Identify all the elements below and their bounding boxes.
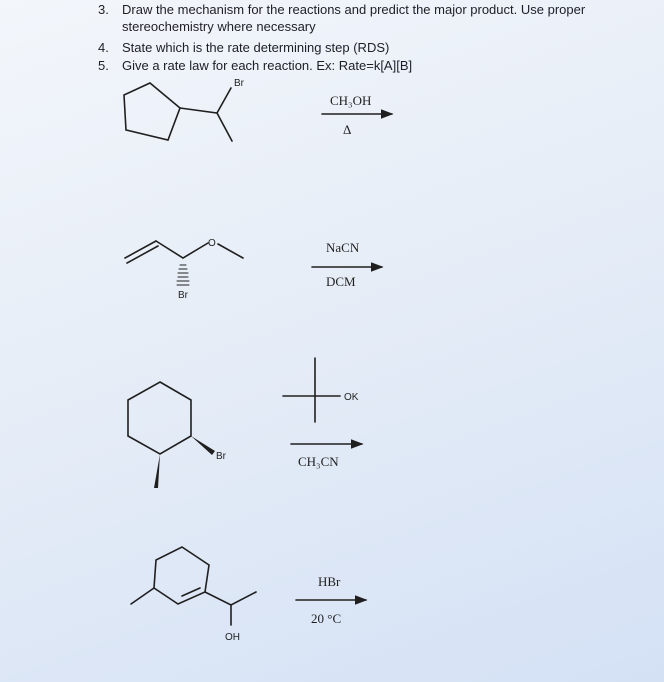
reagent-below: CH₃CN [298, 454, 339, 469]
cyclohexane-ring [128, 382, 191, 454]
hashed-wedge-bond [177, 265, 189, 285]
allylic-ether-structure [125, 238, 243, 301]
reagent-below: Δ [343, 122, 352, 137]
bromine-label: Br [178, 290, 188, 301]
ether-methyl-bond [218, 244, 243, 258]
question-number: 3. [98, 2, 109, 17]
cyclopentyl-bromide-structure [124, 78, 245, 141]
reagent-above: NaCN [326, 240, 360, 255]
reagent-above: CH₃OH [330, 93, 372, 108]
reaction-4 [131, 547, 366, 643]
bromine-label: Br [234, 78, 244, 89]
oxide-label: OK [344, 392, 359, 403]
question-text: State which is the rate determining step (RDS) [122, 40, 390, 55]
hydroxyl-label: OH [225, 632, 240, 643]
reagent-above: HBr [318, 574, 341, 589]
question-text: Draw the mechanism for the reactions and predict the major product. Use proper [122, 2, 586, 17]
side-chain-bonds [205, 592, 256, 605]
question-number: 5. [98, 58, 109, 73]
reagent-below: DCM [326, 274, 356, 289]
potassium-tert-butoxide-structure [283, 358, 359, 422]
wedge-bond-to-bromine [191, 436, 215, 455]
bromine-label: Br [216, 451, 226, 462]
wedge-bond-to-methyl [154, 454, 160, 488]
reaction-2 [125, 238, 382, 301]
cyclohexyl-bromide-structure [128, 382, 227, 488]
question-text: stereochemistry where necessary [122, 19, 316, 34]
question-number: 4. [98, 40, 109, 55]
reaction-1 [124, 78, 392, 141]
cyclohexenyl-ethanol-structure [131, 547, 256, 643]
methyl-bond [217, 113, 232, 141]
carbon-chain-bonds [156, 241, 208, 258]
ring-methyl-bond [131, 588, 154, 604]
reaction-3 [128, 358, 362, 488]
question-text: Give a rate law for each reaction. Ex: Rate=k[A][B] [122, 58, 413, 73]
reagent-below: 20 °C [311, 611, 342, 626]
cyclopentane-ring [124, 83, 180, 140]
oxygen-label: O [208, 238, 216, 249]
carbon-chain-bonds [180, 88, 231, 113]
